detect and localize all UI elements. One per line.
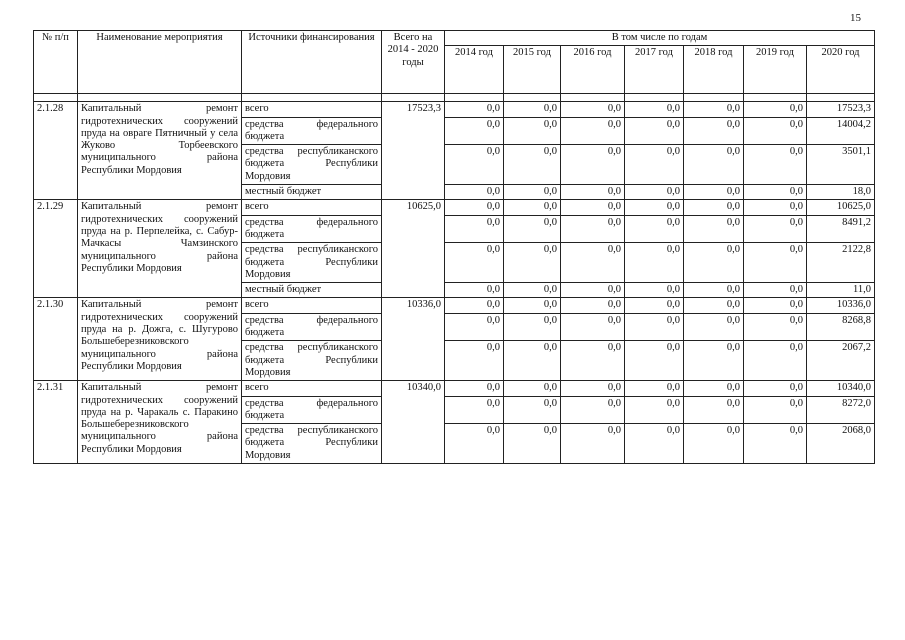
year-value: 8272,0 bbox=[807, 396, 875, 424]
year-value: 0,0 bbox=[625, 298, 684, 313]
year-value: 0,0 bbox=[744, 145, 807, 185]
activity-name: Капитальный ремонт гидротехнических сооружений пруда на р. Перпелейка, с. Сабур-Мачкасы Чамзинского муниципального района Республики Мордовия bbox=[78, 200, 242, 298]
year-value: 0,0 bbox=[504, 396, 561, 424]
year-value: 0,0 bbox=[744, 424, 807, 464]
year-value: 0,0 bbox=[445, 200, 504, 215]
year-value: 0,0 bbox=[684, 298, 744, 313]
year-value: 0,0 bbox=[625, 215, 684, 243]
year-value: 0,0 bbox=[504, 243, 561, 283]
year-value: 0,0 bbox=[744, 200, 807, 215]
year-value: 0,0 bbox=[445, 102, 504, 117]
year-value: 0,0 bbox=[445, 424, 504, 464]
funding-source: средства республиканского бюджета Республики Мордовия bbox=[242, 243, 382, 283]
year-value: 0,0 bbox=[504, 102, 561, 117]
year-value: 0,0 bbox=[625, 200, 684, 215]
year-value: 0,0 bbox=[445, 185, 504, 200]
year-value: 0,0 bbox=[504, 117, 561, 145]
year-value: 14004,2 bbox=[807, 117, 875, 145]
year-value: 0,0 bbox=[504, 313, 561, 341]
header-year: 2016 год bbox=[561, 46, 625, 94]
year-value: 11,0 bbox=[807, 283, 875, 298]
header-source: Источники финансирования bbox=[242, 31, 382, 94]
year-value: 0,0 bbox=[625, 102, 684, 117]
funding-source: средства федерального бюджета bbox=[242, 215, 382, 243]
year-value: 10340,0 bbox=[807, 381, 875, 396]
year-value: 0,0 bbox=[504, 381, 561, 396]
header-year: 2019 год bbox=[744, 46, 807, 94]
row-number: 2.1.29 bbox=[34, 200, 78, 298]
year-value: 0,0 bbox=[744, 313, 807, 341]
year-value: 0,0 bbox=[625, 117, 684, 145]
total-amount: 10336,0 bbox=[382, 298, 445, 381]
year-value: 3501,1 bbox=[807, 145, 875, 185]
year-value: 10625,0 bbox=[807, 200, 875, 215]
year-value: 0,0 bbox=[684, 200, 744, 215]
header-year: 2020 год bbox=[807, 46, 875, 94]
year-value: 2122,8 bbox=[807, 243, 875, 283]
year-value: 0,0 bbox=[445, 396, 504, 424]
header-by-years: В том числе по годам bbox=[445, 31, 875, 46]
year-value: 0,0 bbox=[684, 102, 744, 117]
year-value: 0,0 bbox=[504, 145, 561, 185]
year-value: 0,0 bbox=[561, 283, 625, 298]
year-value: 0,0 bbox=[504, 215, 561, 243]
year-value: 0,0 bbox=[561, 243, 625, 283]
year-value: 0,0 bbox=[561, 145, 625, 185]
year-value: 0,0 bbox=[684, 381, 744, 396]
year-value: 0,0 bbox=[561, 381, 625, 396]
year-value: 0,0 bbox=[744, 283, 807, 298]
year-value: 0,0 bbox=[561, 341, 625, 381]
header-year: 2018 год bbox=[684, 46, 744, 94]
year-value: 2068,0 bbox=[807, 424, 875, 464]
year-value: 0,0 bbox=[625, 396, 684, 424]
funding-source: всего bbox=[242, 200, 382, 215]
table-row bbox=[34, 200, 875, 215]
year-value: 0,0 bbox=[625, 381, 684, 396]
table-row bbox=[34, 298, 875, 313]
year-value: 0,0 bbox=[744, 381, 807, 396]
funding-source: всего bbox=[242, 298, 382, 313]
activity-name: Капитальный ремонт гидротехнических сооружений пруда на овраге Пятничный у села Жуково Торбеевского муниципального района Республики Мордовия bbox=[78, 102, 242, 200]
year-value: 0,0 bbox=[561, 200, 625, 215]
year-value: 0,0 bbox=[625, 341, 684, 381]
year-value: 0,0 bbox=[744, 298, 807, 313]
year-value: 0,0 bbox=[445, 117, 504, 145]
year-value: 0,0 bbox=[625, 145, 684, 185]
year-value: 0,0 bbox=[625, 313, 684, 341]
year-value: 0,0 bbox=[445, 341, 504, 381]
funding-source: всего bbox=[242, 102, 382, 117]
header-spacer-row bbox=[34, 94, 875, 102]
year-value: 0,0 bbox=[744, 185, 807, 200]
year-value: 0,0 bbox=[445, 243, 504, 283]
year-value: 0,0 bbox=[625, 185, 684, 200]
year-value: 0,0 bbox=[625, 283, 684, 298]
row-number: 2.1.30 bbox=[34, 298, 78, 381]
year-value: 0,0 bbox=[445, 283, 504, 298]
table-row bbox=[34, 102, 875, 117]
funding-source: средства республиканского бюджета Республики Мордовия bbox=[242, 341, 382, 381]
year-value: 0,0 bbox=[445, 215, 504, 243]
year-value: 0,0 bbox=[445, 145, 504, 185]
funding-source: местный бюджет bbox=[242, 185, 382, 200]
activity-name: Капитальный ремонт гидротехнических сооружений пруда на р. Дожга, с. Шугурово Большеберезниковского муниципального района Республики Мордовия bbox=[78, 298, 242, 381]
financing-table bbox=[33, 30, 875, 464]
page-number: 15 bbox=[850, 12, 861, 24]
year-value: 0,0 bbox=[684, 341, 744, 381]
year-value: 0,0 bbox=[684, 396, 744, 424]
funding-source: местный бюджет bbox=[242, 283, 382, 298]
year-value: 18,0 bbox=[807, 185, 875, 200]
funding-source: средства федерального бюджета bbox=[242, 313, 382, 341]
year-value: 0,0 bbox=[684, 243, 744, 283]
year-value: 0,0 bbox=[684, 313, 744, 341]
year-value: 0,0 bbox=[684, 215, 744, 243]
year-value: 0,0 bbox=[445, 313, 504, 341]
year-value: 0,0 bbox=[561, 313, 625, 341]
funding-source: всего bbox=[242, 381, 382, 396]
year-value: 0,0 bbox=[744, 215, 807, 243]
table-header bbox=[34, 31, 875, 102]
total-amount: 10340,0 bbox=[382, 381, 445, 464]
header-num: № п/п bbox=[34, 31, 78, 94]
year-value: 0,0 bbox=[445, 381, 504, 396]
year-value: 8268,8 bbox=[807, 313, 875, 341]
header-name: Наименование мероприятия bbox=[78, 31, 242, 94]
year-value: 0,0 bbox=[561, 185, 625, 200]
year-value: 0,0 bbox=[504, 424, 561, 464]
year-value: 0,0 bbox=[625, 424, 684, 464]
year-value: 0,0 bbox=[744, 102, 807, 117]
year-value: 8491,2 bbox=[807, 215, 875, 243]
year-value: 0,0 bbox=[504, 298, 561, 313]
activity-name: Капитальный ремонт гидротехнических сооружений пруда на р. Чаракаль с. Паракино Большеберезниковского муниципального района Республики Мордовия bbox=[78, 381, 242, 464]
year-value: 0,0 bbox=[561, 102, 625, 117]
table-row bbox=[34, 381, 875, 396]
funding-source: средства республиканского бюджета Республики Мордовия bbox=[242, 145, 382, 185]
total-amount: 17523,3 bbox=[382, 102, 445, 200]
year-value: 0,0 bbox=[625, 243, 684, 283]
year-value: 0,0 bbox=[744, 243, 807, 283]
table-body bbox=[34, 102, 875, 464]
year-value: 0,0 bbox=[504, 200, 561, 215]
year-value: 0,0 bbox=[744, 396, 807, 424]
year-value: 0,0 bbox=[561, 298, 625, 313]
year-value: 10336,0 bbox=[807, 298, 875, 313]
funding-source: средства федерального бюджета bbox=[242, 396, 382, 424]
year-value: 17523,3 bbox=[807, 102, 875, 117]
year-value: 0,0 bbox=[684, 185, 744, 200]
year-value: 0,0 bbox=[504, 185, 561, 200]
year-value: 0,0 bbox=[744, 341, 807, 381]
year-value: 0,0 bbox=[561, 424, 625, 464]
funding-source: средства федерального бюджета bbox=[242, 117, 382, 145]
year-value: 0,0 bbox=[684, 283, 744, 298]
year-value: 0,0 bbox=[684, 424, 744, 464]
year-value: 0,0 bbox=[561, 215, 625, 243]
year-value: 0,0 bbox=[445, 298, 504, 313]
year-value: 0,0 bbox=[561, 396, 625, 424]
header-total: Всего на 2014 - 2020 годы bbox=[382, 31, 445, 94]
total-amount: 10625,0 bbox=[382, 200, 445, 298]
year-value: 0,0 bbox=[504, 283, 561, 298]
header-year: 2014 год bbox=[445, 46, 504, 94]
header-year: 2015 год bbox=[504, 46, 561, 94]
header-year: 2017 год bbox=[625, 46, 684, 94]
year-value: 2067,2 bbox=[807, 341, 875, 381]
row-number: 2.1.31 bbox=[34, 381, 78, 464]
year-value: 0,0 bbox=[684, 145, 744, 185]
funding-source: средства республиканского бюджета Республики Мордовия bbox=[242, 424, 382, 464]
year-value: 0,0 bbox=[744, 117, 807, 145]
year-value: 0,0 bbox=[684, 117, 744, 145]
row-number: 2.1.28 bbox=[34, 102, 78, 200]
year-value: 0,0 bbox=[561, 117, 625, 145]
year-value: 0,0 bbox=[504, 341, 561, 381]
